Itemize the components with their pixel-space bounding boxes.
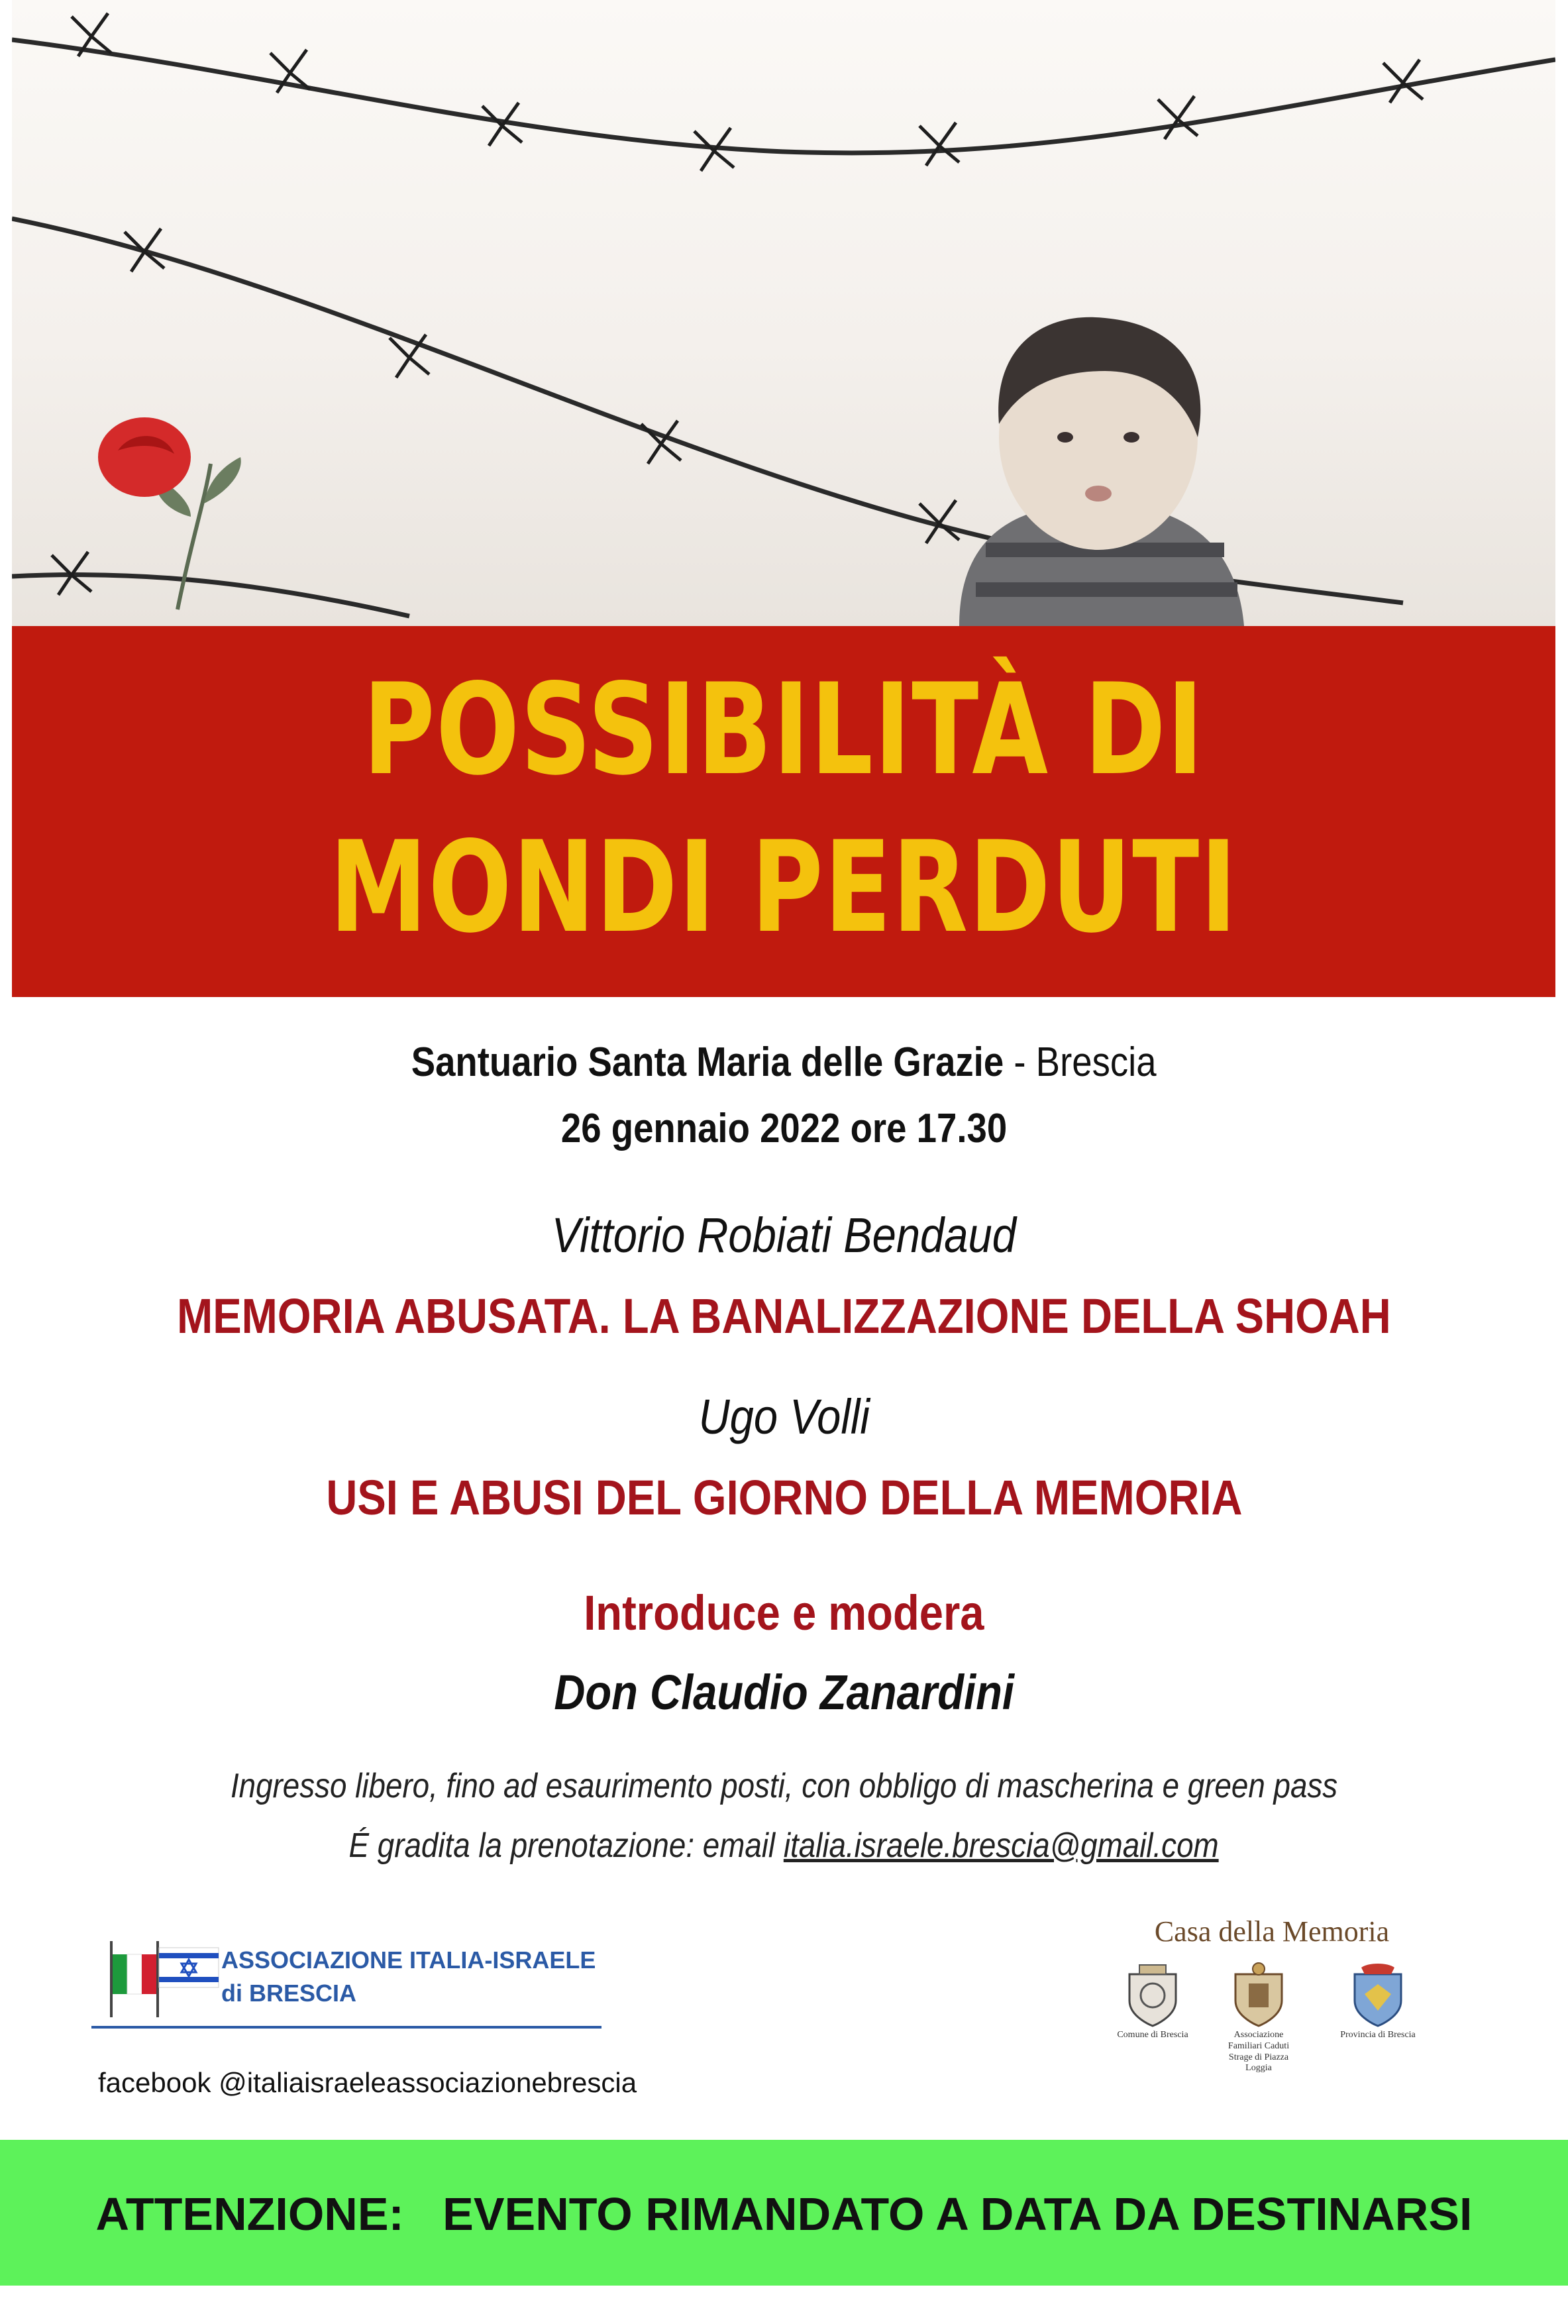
venue-city: - Brescia — [1004, 1039, 1157, 1085]
crest-caption: Associazione Familiari Caduti Strage di Piazza Loggia — [1228, 2030, 1290, 2074]
familiari-caduti-crest-icon — [1219, 1961, 1298, 2074]
postponed-warning-banner — [0, 2140, 1568, 2286]
moderator-name: Don Claudio Zanardini — [554, 1665, 1014, 1720]
italy-israel-flags-icon — [91, 1934, 224, 2021]
association-city: di BRESCIA — [221, 1980, 357, 2007]
event-title-line-2: MONDI PERDUTI — [329, 814, 1238, 961]
event-title-line-1: POSSIBILITÀ DI — [362, 657, 1205, 803]
talk-title: MEMORIA ABUSATA. LA BANALIZZAZIONE DELLA SHOAH — [177, 1289, 1391, 1344]
entry-note: Ingresso libero, fino ad esaurimento posti, con obbligo di mascherina e green pass — [230, 1767, 1338, 1805]
moderator-label: Introduce e modera — [584, 1585, 984, 1640]
child-figure — [959, 317, 1244, 626]
facebook-handle[interactable]: facebook @italiaisraeleassociazionebrescia — [98, 2067, 637, 2098]
hero-illustration — [12, 0, 1555, 626]
venue-name: Santuario Santa Maria delle Grazie — [411, 1039, 1004, 1085]
comune-crest-icon — [1113, 1961, 1192, 2041]
speaker-name: Vittorio Robiati Bendaud — [551, 1208, 1017, 1263]
booking-label: É gradita la prenotazione: email — [348, 1826, 784, 1865]
booking-email-link[interactable]: italia.israele.brescia@gmail.com — [784, 1826, 1220, 1865]
speaker-name: Ugo Volli — [698, 1389, 870, 1444]
event-date: 26 gennaio 2022 ore 17.30 — [560, 1106, 1008, 1151]
talk-title: USI E ABUSI DEL GIORNO DELLA MEMORIA — [325, 1470, 1243, 1525]
provincia-crest-icon — [1338, 1961, 1418, 2041]
divider — [91, 2026, 601, 2029]
event-venue — [0, 1039, 1568, 1086]
association-name: ASSOCIAZIONE ITALIA-ISRAELE — [221, 1946, 596, 1974]
barbed-wire-child-illustration — [12, 0, 1555, 626]
postponed-warning-text: ATTENZIONE: EVENTO RIMANDATO A DATA DA DESTINARSI — [95, 2188, 1473, 2240]
title-banner — [12, 626, 1555, 997]
crest-caption: Provincia di Brescia — [1340, 2030, 1416, 2040]
crest-caption: Comune di Brescia — [1117, 2030, 1188, 2040]
booking-note — [0, 1826, 1568, 1866]
casa-della-memoria-logo — [1100, 1915, 1444, 2074]
association-logo — [91, 1934, 608, 2034]
casa-title: Casa della Memoria — [1154, 1915, 1390, 1948]
